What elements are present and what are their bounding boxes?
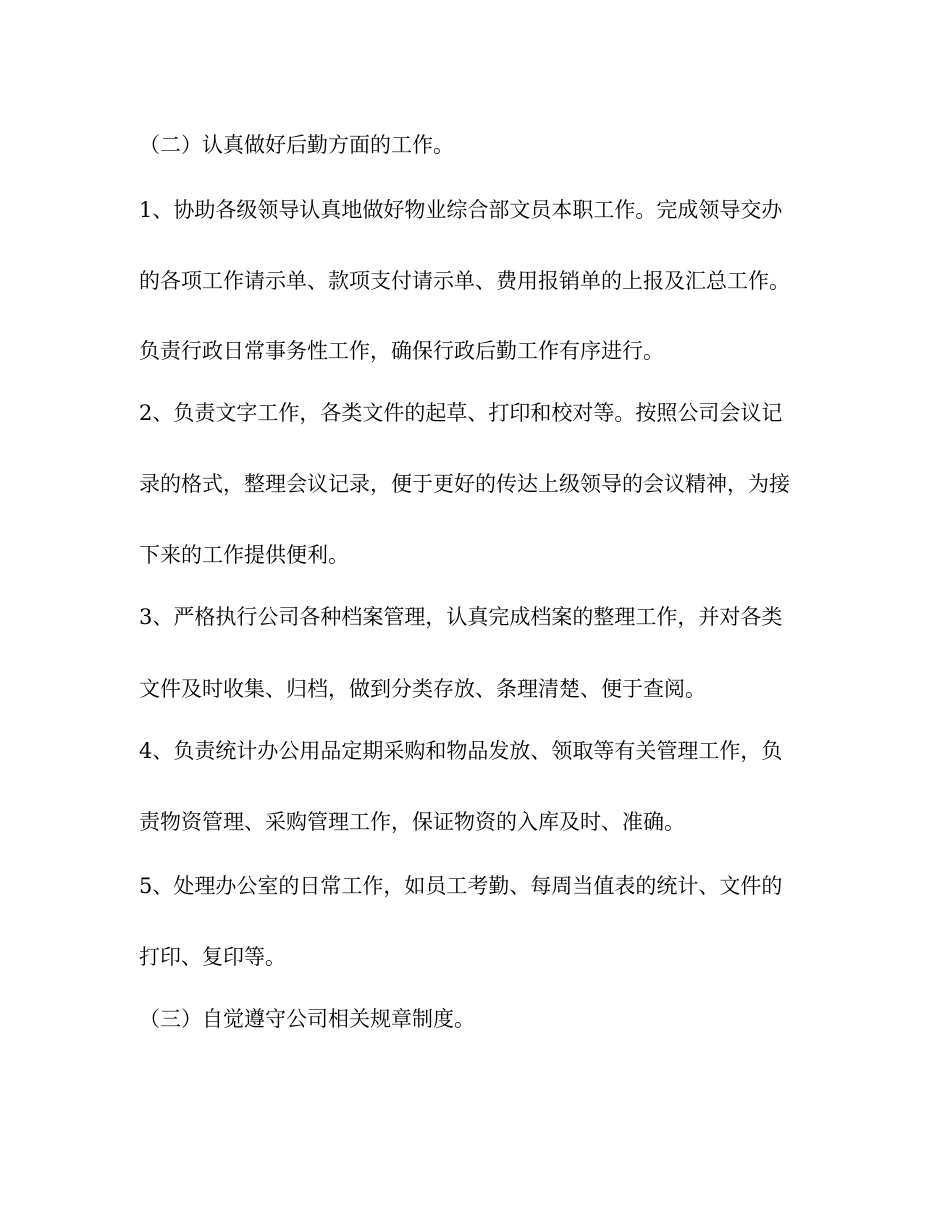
paragraph-line: 负责行政日常事务性工作，确保行政后勤工作有序进行。	[139, 339, 664, 363]
paragraph-line: 3、严格执行公司各种档案管理，认真完成档案的整理工作，并对各类	[139, 605, 783, 629]
paragraph-line: 打印、复印等。	[139, 945, 286, 969]
paragraph-line: 录的格式，整理会议记录，便于更好的传达上级领导的会议精神，为接	[139, 472, 790, 496]
section-heading-2: （二）认真做好后勤方面的工作。	[139, 133, 454, 157]
paragraph-line: 责物资管理、采购管理工作，保证物资的入库及时、准确。	[139, 810, 685, 834]
paragraph-line: 下来的工作提供便利。	[139, 543, 349, 567]
paragraph-line: 5、处理办公室的日常工作，如员工考勤、每周当值表的统计、文件的	[139, 874, 783, 898]
paragraph-line: 1、协助各级领导认真地做好物业综合部文员本职工作。完成领导交办	[139, 198, 783, 222]
paragraph-line: 4、负责统计办公用品定期采购和物品发放、领取等有关管理工作，负	[139, 739, 783, 763]
section-heading-3: （三）自觉遵守公司相关规章制度。	[139, 1007, 475, 1031]
paragraph-line: 文件及时收集、归档，做到分类存放、条理清楚、便于查阅。	[139, 677, 706, 701]
paragraph-line: 的各项工作请示单、款项支付请示单、费用报销单的上报及汇总工作。	[139, 269, 790, 293]
paragraph-line: 2、负责文字工作，各类文件的起草、打印和校对等。按照公司会议记	[139, 401, 783, 425]
